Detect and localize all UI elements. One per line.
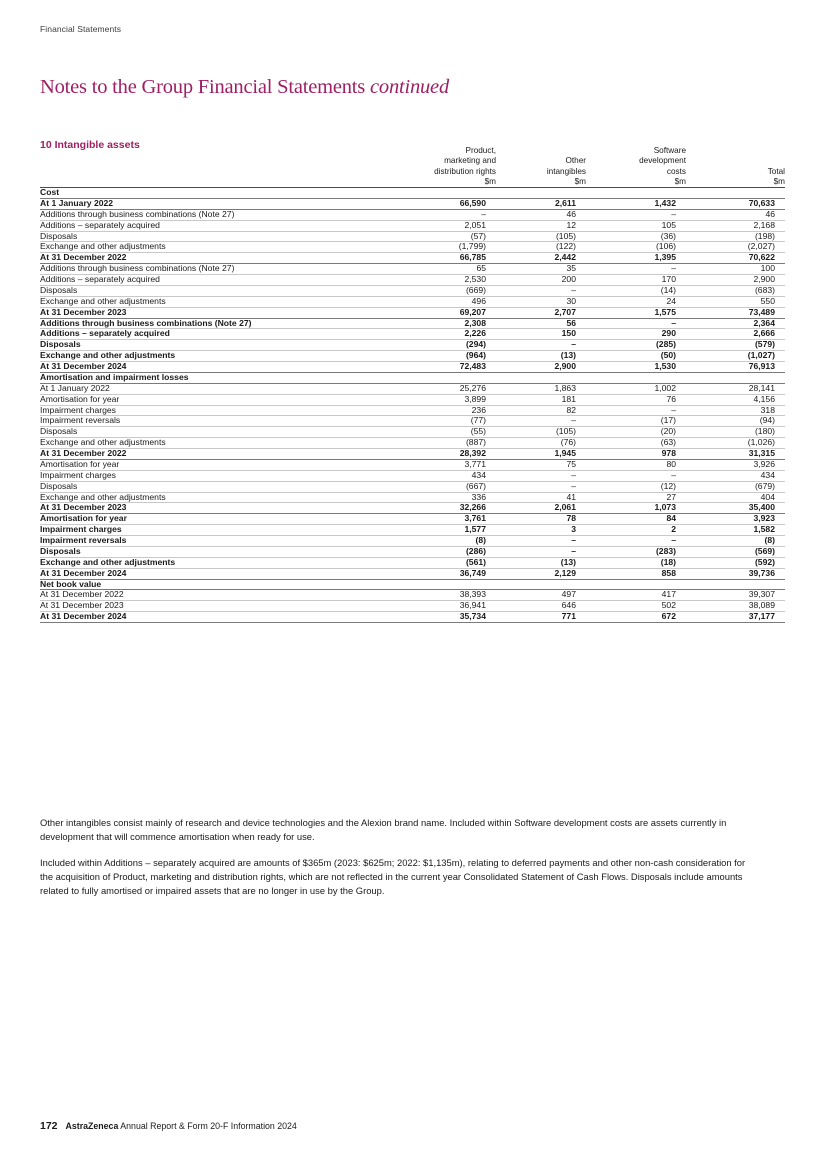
row-label: At 31 December 2022 [40,253,370,264]
row-value: 30 [496,296,586,307]
row-value: 2,226 [370,329,496,340]
row-value: 69,207 [370,307,496,318]
row-value: 1,575 [586,307,686,318]
row-value: (1,026) [686,438,785,449]
row-value: 32,266 [370,503,496,514]
table-row [40,449,785,460]
note-heading: 10 Intangible assets [40,139,140,151]
row-label: Exchange and other adjustments [40,492,370,503]
row-value: (1,799) [370,242,496,253]
row-label: At 31 December 2024 [40,568,370,579]
row-value: 27 [586,492,686,503]
row-value: 35,400 [686,503,785,514]
row-value: 496 [370,296,496,307]
row-label: Impairment charges [40,405,370,416]
row-label: Impairment reversals [40,416,370,427]
row-value: – [586,470,686,481]
row-value [496,579,586,590]
row-value: 434 [370,470,496,481]
row-value: (17) [586,416,686,427]
table-row [40,253,785,264]
row-label: Cost [40,188,370,199]
row-value: – [496,481,586,492]
row-value: (286) [370,546,496,557]
row-label: Exchange and other adjustments [40,438,370,449]
table-row [40,188,785,199]
row-label: Exchange and other adjustments [40,351,370,362]
row-label: Impairment charges [40,525,370,536]
row-value: 2,051 [370,220,496,231]
row-value: (105) [496,427,586,438]
row-value: 1,395 [586,253,686,264]
row-value: 36,749 [370,568,496,579]
table-row [40,438,785,449]
intangible-assets-table [40,146,785,623]
row-value: 2,900 [496,362,586,373]
page-title [40,76,449,99]
row-value: (55) [370,427,496,438]
row-label: Exchange and other adjustments [40,242,370,253]
table-row [40,546,785,557]
row-label: Additions through business combinations (Note 27) [40,318,370,329]
row-value: – [496,416,586,427]
row-value: 550 [686,296,785,307]
row-value: 3,926 [686,459,785,470]
row-label: Disposals [40,427,370,438]
row-value: 3 [496,525,586,536]
table-row [40,470,785,481]
row-value: 1,863 [496,383,586,394]
row-value: – [370,209,496,220]
row-value: (180) [686,427,785,438]
row-value: 2,168 [686,220,785,231]
row-value: (63) [586,438,686,449]
row-value: (579) [686,340,785,351]
row-value: 28,392 [370,449,496,460]
table-row [40,372,785,383]
row-value: 2,900 [686,275,785,286]
row-value: (283) [586,546,686,557]
row-value: 417 [586,590,686,601]
table-row [40,590,785,601]
row-value: 36,941 [370,601,496,612]
row-value: 1,002 [586,383,686,394]
row-label: Net book value [40,579,370,590]
table-body [40,188,785,623]
row-value: 2,442 [496,253,586,264]
row-value: (887) [370,438,496,449]
row-value: 78 [496,514,586,525]
col-header-label [40,146,370,188]
row-value: 56 [496,318,586,329]
row-value: 84 [586,514,686,525]
row-label: Additions – separately acquired [40,329,370,340]
row-value: 858 [586,568,686,579]
row-label: Amortisation and impairment losses [40,372,370,383]
page-title-continued: continued [370,76,449,98]
row-value: 502 [586,601,686,612]
row-value: (18) [586,557,686,568]
row-value: (679) [686,481,785,492]
row-label: Disposals [40,546,370,557]
row-value: 1,582 [686,525,785,536]
row-value: 66,590 [370,198,496,209]
row-value: 1,073 [586,503,686,514]
row-value: 76,913 [686,362,785,373]
row-value: 2,530 [370,275,496,286]
row-value: (105) [496,231,586,242]
col-header-line1: Product, [465,146,496,155]
table-row [40,492,785,503]
row-value: (964) [370,351,496,362]
row-value: (667) [370,481,496,492]
table-row [40,416,785,427]
row-value: 2 [586,525,686,536]
col-header-line2: marketing and [444,156,496,166]
note-paragraph-1: Other intangibles consist mainly of research and device technologies and the Alexion brand name. Included within Software development costs are assets currently in development that will commence amortisation when ready for use. [40,817,727,842]
row-value: (592) [686,557,785,568]
row-label: At 31 December 2024 [40,612,370,623]
row-value: 65 [370,264,496,275]
row-label: Amortisation for year [40,514,370,525]
row-value: 46 [686,209,785,220]
row-value: 434 [686,470,785,481]
row-value: – [586,264,686,275]
row-value: 82 [496,405,586,416]
row-value: (50) [586,351,686,362]
row-value: 12 [496,220,586,231]
table-row [40,405,785,416]
row-label: Disposals [40,231,370,242]
table-row [40,275,785,286]
table-header [40,146,785,188]
row-value [496,372,586,383]
table-header-row [40,146,785,188]
row-value: (12) [586,481,686,492]
row-value: 31,315 [686,449,785,460]
row-value: 497 [496,590,586,601]
table-row [40,503,785,514]
row-label: At 31 December 2023 [40,601,370,612]
row-value: (106) [586,242,686,253]
row-label: Additions – separately acquired [40,220,370,231]
col-header-line3: development [639,156,686,166]
table-row [40,579,785,590]
col-header-line2: Other [565,156,586,166]
row-value: 2,129 [496,568,586,579]
table-row [40,296,785,307]
col-header-product-marketing-distribution-rights [370,146,496,188]
table-row [40,568,785,579]
page-number: 172 [40,1120,58,1132]
row-value: (77) [370,416,496,427]
row-label: At 31 December 2022 [40,590,370,601]
table-row [40,285,785,296]
row-value: (683) [686,285,785,296]
table-row [40,318,785,329]
table-row [40,459,785,470]
row-label: Impairment charges [40,470,370,481]
row-label: At 31 December 2022 [40,449,370,460]
row-value: 28,141 [686,383,785,394]
row-value: 2,707 [496,307,586,318]
col-header-software-development-costs [586,146,686,188]
row-value: 4,156 [686,394,785,405]
row-value: 2,364 [686,318,785,329]
row-value: 978 [586,449,686,460]
row-value [370,372,496,383]
row-value: 150 [496,329,586,340]
row-value [686,372,785,383]
row-value: 1,530 [586,362,686,373]
table-row [40,209,785,220]
col-header-line4: $m [484,176,496,186]
row-value: 105 [586,220,686,231]
row-value: (13) [496,351,586,362]
table-row [40,264,785,275]
row-value: 80 [586,459,686,470]
table-row [40,307,785,318]
row-value: 41 [496,492,586,503]
col-header-line3: intangibles [546,166,586,176]
row-label: At 1 January 2022 [40,383,370,394]
row-label: Amortisation for year [40,394,370,405]
table-row [40,383,785,394]
row-value: 35,734 [370,612,496,623]
row-value: 39,736 [686,568,785,579]
row-value [686,579,785,590]
table-row [40,427,785,438]
col-header-line3: distribution rights [434,166,496,176]
row-value [586,579,686,590]
row-value: 3,771 [370,459,496,470]
table-row [40,612,785,623]
table-row [40,340,785,351]
row-value: 2,308 [370,318,496,329]
row-value: – [586,318,686,329]
col-header-line4: costs [666,166,686,176]
row-value: 38,393 [370,590,496,601]
page-title-main: Notes to the Group Financial Statements [40,76,370,98]
table-row [40,601,785,612]
row-value: 76 [586,394,686,405]
row-value: (561) [370,557,496,568]
row-value: (669) [370,285,496,296]
row-label: Disposals [40,340,370,351]
row-value: (76) [496,438,586,449]
table-row [40,242,785,253]
col-header-line2: Software [653,146,686,155]
row-value: 100 [686,264,785,275]
row-label: At 31 December 2023 [40,307,370,318]
row-label: Amortisation for year [40,459,370,470]
row-value: 771 [496,612,586,623]
row-value: 1,577 [370,525,496,536]
row-value: 70,633 [686,198,785,209]
row-value: (294) [370,340,496,351]
row-value: 290 [586,329,686,340]
col-header-total [686,146,785,188]
row-value [586,188,686,199]
row-label: Additions – separately acquired [40,275,370,286]
row-value: (1,027) [686,351,785,362]
row-value: 38,089 [686,601,785,612]
row-value: 3,761 [370,514,496,525]
row-value: – [496,546,586,557]
col-header-line5: $m [674,176,686,186]
row-value: (2,027) [686,242,785,253]
row-value: 672 [586,612,686,623]
row-label: Additions through business combinations (Note 27) [40,209,370,220]
footer-brand: AstraZeneca [65,1121,119,1131]
note-paragraph-2: Included within Additions – separately acquired are amounts of $365m (2023: $625m; 2022: $1,135m), relating to deferred payments and other non-cash consideration for the acquisition of Product, marketing and distribution rights, which are not reflected in the current year Consolidated Statement of Cash Flows. Disposals include amounts related to fully amortised or impaired assets that are no longer in use by the Group. [40,857,746,896]
row-value: – [496,470,586,481]
table-row [40,351,785,362]
row-value: (8) [370,536,496,547]
row-label: Exchange and other adjustments [40,557,370,568]
row-value: (36) [586,231,686,242]
row-value: 1,945 [496,449,586,460]
table-row [40,198,785,209]
row-value [586,372,686,383]
row-value: 170 [586,275,686,286]
row-value: 318 [686,405,785,416]
row-value: (14) [586,285,686,296]
row-value: 3,923 [686,514,785,525]
row-value: 37,177 [686,612,785,623]
row-value: 181 [496,394,586,405]
row-value: 2,061 [496,503,586,514]
table-row [40,525,785,536]
row-value: 35 [496,264,586,275]
row-value: – [496,340,586,351]
row-value: (569) [686,546,785,557]
row-value: – [586,536,686,547]
table-row [40,536,785,547]
row-label: At 31 December 2024 [40,362,370,373]
table-row [40,231,785,242]
row-value [370,579,496,590]
row-value: (57) [370,231,496,242]
row-value: 3,899 [370,394,496,405]
row-value: – [496,285,586,296]
col-header-line4: $m [773,176,785,186]
table-row [40,481,785,492]
row-value: 25,276 [370,383,496,394]
row-label: At 31 December 2023 [40,503,370,514]
row-label: Disposals [40,481,370,492]
row-value: 200 [496,275,586,286]
row-value: (13) [496,557,586,568]
row-value: (122) [496,242,586,253]
row-value [496,188,586,199]
footer-text: Annual Report & Form 20-F Information 2024 [118,1121,297,1131]
row-value: 1,432 [586,198,686,209]
row-value [686,188,785,199]
row-value: 236 [370,405,496,416]
row-value: 2,666 [686,329,785,340]
col-header-line4: $m [574,176,586,186]
table-row [40,329,785,340]
row-value: 646 [496,601,586,612]
row-value: 70,622 [686,253,785,264]
row-value: 46 [496,209,586,220]
row-label: Impairment reversals [40,536,370,547]
row-value: 75 [496,459,586,470]
row-value: 66,785 [370,253,496,264]
running-head: Financial Statements [40,24,122,34]
row-value [370,188,496,199]
table-row [40,557,785,568]
table-row [40,514,785,525]
row-value: (198) [686,231,785,242]
col-header-other-intangibles [496,146,586,188]
row-value: 73,489 [686,307,785,318]
table-row [40,394,785,405]
row-value: (285) [586,340,686,351]
row-label: Additions through business combinations (Note 27) [40,264,370,275]
table-row [40,362,785,373]
row-value: 24 [586,296,686,307]
row-label: Disposals [40,285,370,296]
row-value: 336 [370,492,496,503]
row-value: – [496,536,586,547]
row-value: – [586,209,686,220]
row-value: (8) [686,536,785,547]
table-row [40,220,785,231]
row-label: Exchange and other adjustments [40,296,370,307]
row-value: 39,307 [686,590,785,601]
col-header-line3: Total [767,166,785,176]
row-value: (94) [686,416,785,427]
row-value: 2,611 [496,198,586,209]
page-footer [40,1120,297,1132]
row-value: 404 [686,492,785,503]
row-value: 72,483 [370,362,496,373]
row-value: (20) [586,427,686,438]
row-label: At 1 January 2022 [40,198,370,209]
row-value: – [586,405,686,416]
